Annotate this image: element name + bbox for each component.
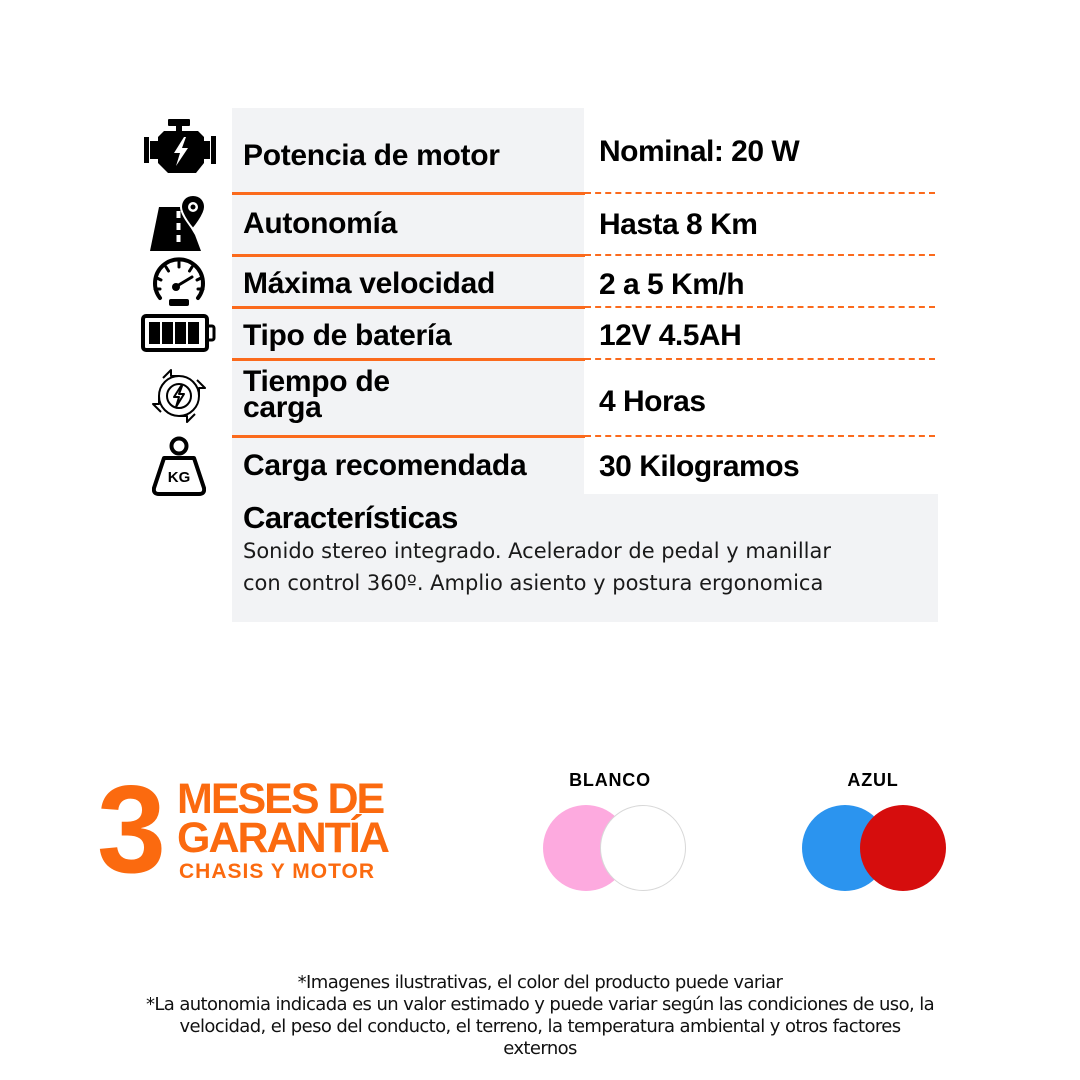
warranty-line-months: MESES DE — [177, 775, 384, 823]
row-divider-dashed — [585, 254, 935, 256]
row-divider-dashed — [585, 358, 935, 360]
warranty-months-number: 3 — [97, 761, 162, 899]
spec-value-autonomy: Hasta 8 Km — [599, 208, 758, 241]
warranty-line-scope: CHASIS Y MOTOR — [179, 860, 376, 883]
color-swatch-red[interactable] — [860, 805, 946, 891]
road-location-icon — [140, 195, 218, 253]
row-divider — [232, 435, 585, 438]
spec-value-charge-time: 4 Horas — [599, 385, 706, 418]
row-divider — [232, 358, 585, 361]
color-option-label-azul: AZUL — [847, 770, 899, 790]
speedometer-icon — [140, 256, 218, 308]
warranty-line-guarantee: GARANTÍA — [177, 814, 388, 862]
spec-value-battery-type: 12V 4.5AH — [599, 319, 742, 352]
spec-value-motor-power: Nominal: 20 W — [599, 135, 800, 168]
battery-icon — [140, 312, 218, 354]
spec-label-autonomy: Autonomía — [243, 207, 397, 240]
row-divider — [232, 192, 585, 195]
svg-text:KG: KG — [167, 469, 191, 486]
weight-kg-icon — [140, 436, 218, 496]
spec-label-battery-type: Tipo de batería — [243, 319, 452, 352]
spec-label-max-speed: Máxima velocidad — [243, 267, 495, 300]
color-swatch-white[interactable] — [600, 805, 686, 891]
charging-cycle-icon — [140, 366, 218, 426]
row-divider-dashed — [585, 306, 935, 308]
row-divider-dashed — [585, 435, 935, 437]
spec-label-charge-time: Tiempo de carga — [243, 365, 390, 424]
spec-label-recommended-load: Carga recomendada — [243, 449, 527, 482]
spec-label-motor-power: Potencia de motor — [243, 139, 500, 172]
disclaimer: *Imagenes ilustrativas, el color del producto puede variar *La autonomia indicada es un valor estimado y puede variar según las condiciones de uso, la velocidad, el peso del conducto, el terreno, la temperatura ambiental y otros factores externos — [145, 972, 935, 1059]
color-option-label-blanco: BLANCO — [569, 770, 651, 790]
features-title: Características — [243, 500, 458, 535]
engine-icon — [140, 118, 218, 178]
spec-value-max-speed: 2 a 5 Km/h — [599, 268, 745, 301]
row-divider — [232, 254, 585, 257]
spec-value-recommended-load: 30 Kilogramos — [599, 450, 800, 483]
row-divider — [232, 306, 585, 309]
features-description: Sonido stereo integrado. Acelerador de pedal y manillar con control 360º. Amplio asiento y postura ergonomica — [243, 539, 832, 595]
row-divider-dashed — [585, 192, 935, 194]
